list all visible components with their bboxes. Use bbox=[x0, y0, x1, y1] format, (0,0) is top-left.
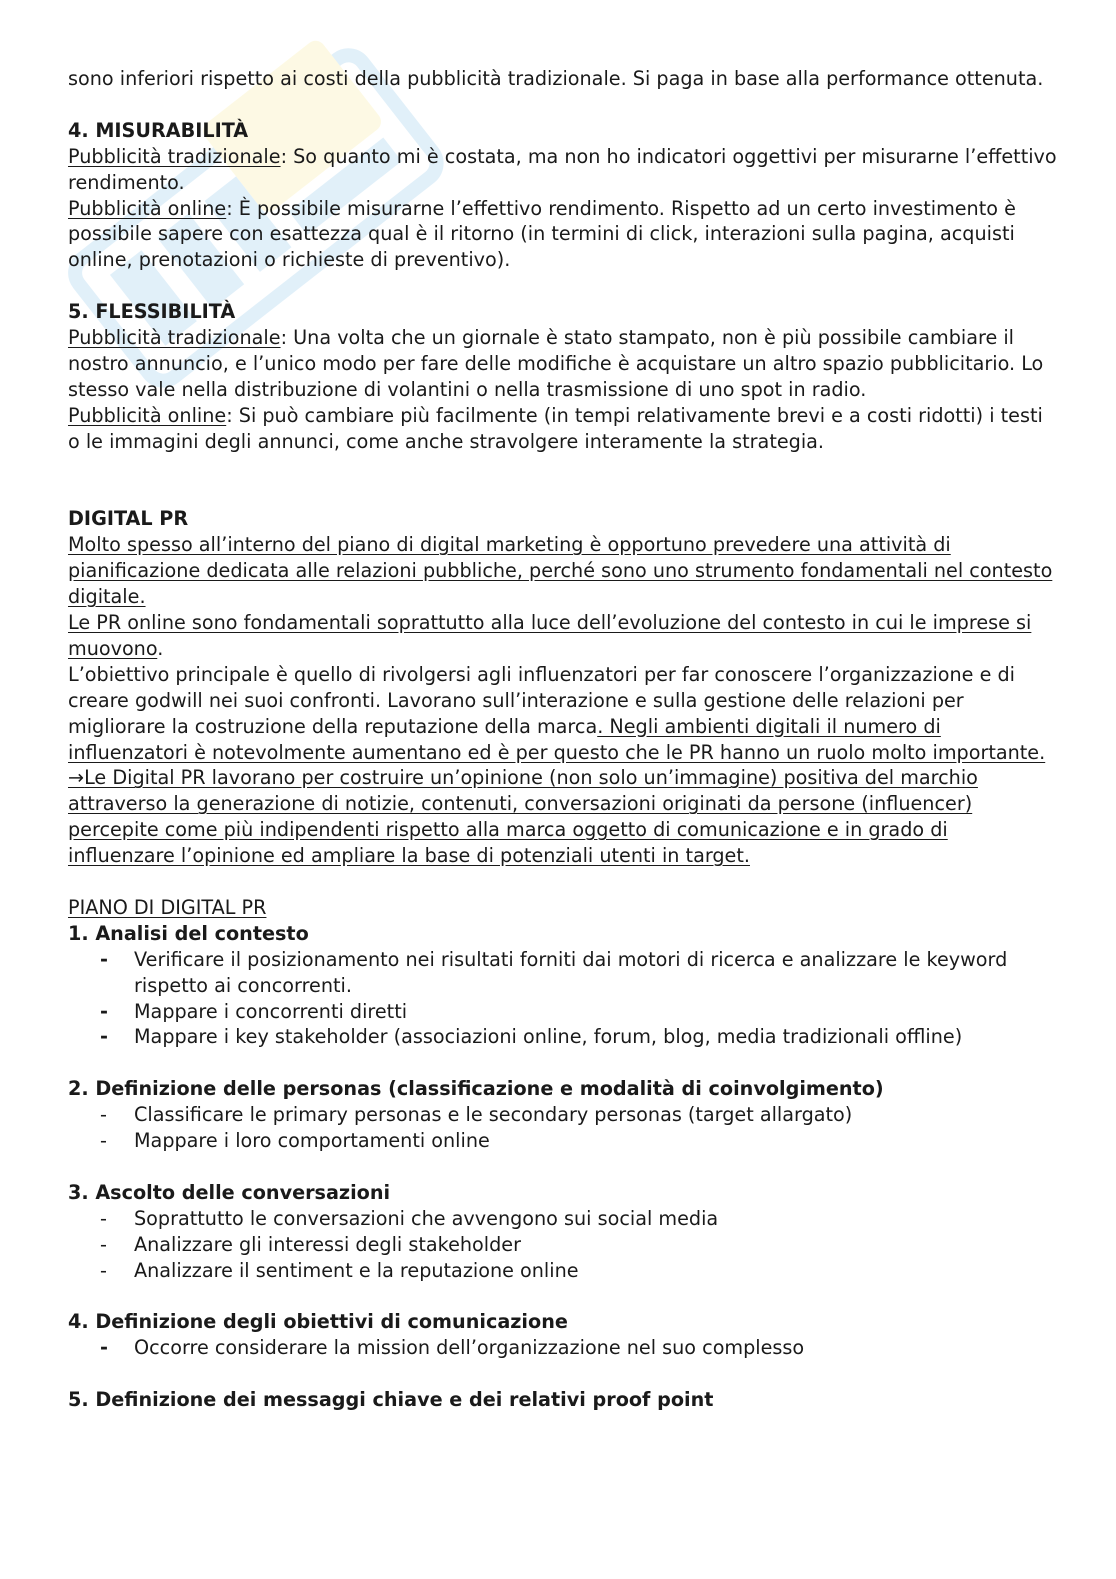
online-label: Pubblicità online bbox=[68, 403, 227, 427]
traditional-label: Pubblicità tradizionale bbox=[68, 144, 281, 168]
section-5-online bbox=[68, 403, 1058, 455]
list-item-text: Soprattutto le conversazioni che avvengono sui social media bbox=[134, 1206, 719, 1230]
list-item-text: Occorre considerare la mission dell’organizzazione nel suo complesso bbox=[134, 1336, 805, 1360]
piano-step-3-list bbox=[68, 1206, 1058, 1284]
piano-step-1-list bbox=[68, 947, 1058, 1051]
dash-bullet: - bbox=[100, 1129, 107, 1153]
arrow-right-icon: → bbox=[68, 766, 85, 790]
list-item-text: Verificare il posizionamento nei risultati forniti dai motori di ricerca e analizzare le keyword rispetto ai concorrenti. bbox=[134, 947, 1008, 997]
list-item-text: Analizzare gli interessi degli stakeholder bbox=[134, 1232, 521, 1256]
paragraph-top: sono inferiori rispetto ai costi della pubblicità tradizionale. Si paga in base alla performance ottenuta. bbox=[68, 67, 1044, 90]
dash-bullet: - bbox=[100, 1258, 107, 1282]
list-item-text: Mappare i concorrenti diretti bbox=[134, 999, 408, 1023]
list-item bbox=[68, 1335, 1058, 1361]
piano-title: PIANO DI DIGITAL PR bbox=[68, 895, 267, 919]
digital-pr-paragraph-4 bbox=[68, 765, 1058, 869]
list-item-text: Classificare le primary personas e le secondary personas (target allargato) bbox=[134, 1103, 853, 1127]
traditional-text: : Una volta che un giornale è stato stampato, non è più possibile cambiare il nostro annuncio, e l’unico modo per fare delle modifiche è acquistare un altro spazio pubblicitario. Lo stesso vale nella distribuzione di volantini o nella trasmissione di uno spot in radio. bbox=[68, 326, 1044, 401]
digital-pr-paragraph-2 bbox=[68, 610, 1058, 662]
online-text: : È possibile misurarne l’effettivo rendimento. Rispetto ad un certo investimento è possibile sapere con esattezza qual è il ritorno (in termini di click, interazioni sulla pagina, acquisti online, prenotazioni o richieste di preventivo). bbox=[68, 196, 1016, 272]
dash-bullet: - bbox=[100, 999, 108, 1023]
digital-pr-title: DIGITAL PR bbox=[68, 507, 189, 531]
dash-bullet: - bbox=[100, 1025, 108, 1049]
digital-pr-paragraph-1: Molto spesso all’interno del piano di digital marketing è opportuno prevedere una attività di pianificazione dedicata alle relazioni pubbliche, perché sono uno strumento fondamentali nel contesto digitale. bbox=[68, 533, 1053, 609]
section-4-traditional bbox=[68, 144, 1058, 196]
piano-step-1-title: 1. Analisi del contesto bbox=[68, 921, 309, 945]
piano-step-2-list bbox=[68, 1102, 1058, 1154]
dash-bullet: - bbox=[100, 1206, 107, 1230]
digital-pr-p2-underlined: Le PR online sono fondamentali soprattutto alla luce dell’evoluzione del contesto in cui le imprese si muovono bbox=[68, 610, 1032, 660]
digital-pr-p2-end: . bbox=[157, 636, 164, 660]
list-item bbox=[68, 1128, 1058, 1154]
dash-bullet: - bbox=[100, 1336, 108, 1360]
digital-pr-p3-underlined: . Negli ambienti digitali il numero di influenzatori è notevolmente aumentano ed è per questo che le PR hanno un ruolo molto importante. bbox=[68, 714, 1046, 764]
list-item bbox=[68, 1232, 1058, 1258]
list-item bbox=[68, 1206, 1058, 1232]
traditional-label: Pubblicità tradizionale bbox=[68, 326, 281, 350]
list-item bbox=[68, 1102, 1058, 1128]
list-item bbox=[68, 1024, 1058, 1050]
list-item bbox=[68, 999, 1058, 1025]
dash-bullet: - bbox=[100, 947, 108, 971]
piano-step-2-title: 2. Definizione delle personas (classificazione e modalità di coinvolgimento) bbox=[68, 1077, 884, 1101]
dash-bullet: - bbox=[100, 1103, 107, 1127]
digital-pr-p4-text: Le Digital PR lavorano per costruire un’opinione (non solo un’immagine) positiva del marchio attraverso la generazione di notizie, contenuti, conversazioni originati da persone (influencer) percepite come più indipendenti rispetto alla marca oggetto di comunicazione e in grado di influenzare l’opinione ed ampliare la base di potenziali utenti in target. bbox=[68, 766, 978, 868]
section-4-title: 4. MISURABILITÀ bbox=[68, 118, 249, 142]
section-5-traditional bbox=[68, 325, 1058, 403]
digital-pr-p3-plain: L’obiettivo principale è quello di rivolgersi agli influenzatori per far conoscere l’organizzazione e di creare godwill nei suoi confronti. Lavorano sull’interazione e sulla gestione delle relazioni per migliorare la costruzione della reputazione della marca bbox=[68, 662, 1015, 738]
piano-step-3-title: 3. Ascolto delle conversazioni bbox=[68, 1180, 391, 1204]
piano-step-4-title: 4. Definizione degli obiettivi di comunicazione bbox=[68, 1310, 568, 1334]
list-item bbox=[68, 947, 1058, 999]
digital-pr-paragraph-3 bbox=[68, 662, 1058, 766]
online-text: : Si può cambiare più facilmente (in tempi relativamente brevi e a costi ridotti) i testi o le immagini degli annunci, come anche stravolgere interamente la strategia. bbox=[68, 403, 1043, 453]
list-item-text: Mappare i key stakeholder (associazioni online, forum, blog, media tradizionali offline) bbox=[134, 1025, 963, 1049]
piano-step-4-list bbox=[68, 1335, 1058, 1361]
document-page bbox=[68, 66, 1058, 1413]
list-item-text: Analizzare il sentiment e la reputazione online bbox=[134, 1258, 579, 1282]
traditional-text: : So quanto mi è costata, ma non ho indicatori oggettivi per misurarne l’effettivo rendimento. bbox=[68, 144, 1057, 194]
list-item-text: Mappare i loro comportamenti online bbox=[134, 1129, 490, 1153]
piano-step-5-title: 5. Definizione dei messaggi chiave e dei relativi proof point bbox=[68, 1388, 714, 1412]
online-label: Pubblicità online bbox=[68, 196, 227, 220]
dash-bullet: - bbox=[100, 1232, 107, 1256]
section-4-online bbox=[68, 196, 1058, 274]
section-5-title: 5. FLESSIBILITÀ bbox=[68, 300, 236, 324]
list-item bbox=[68, 1258, 1058, 1284]
